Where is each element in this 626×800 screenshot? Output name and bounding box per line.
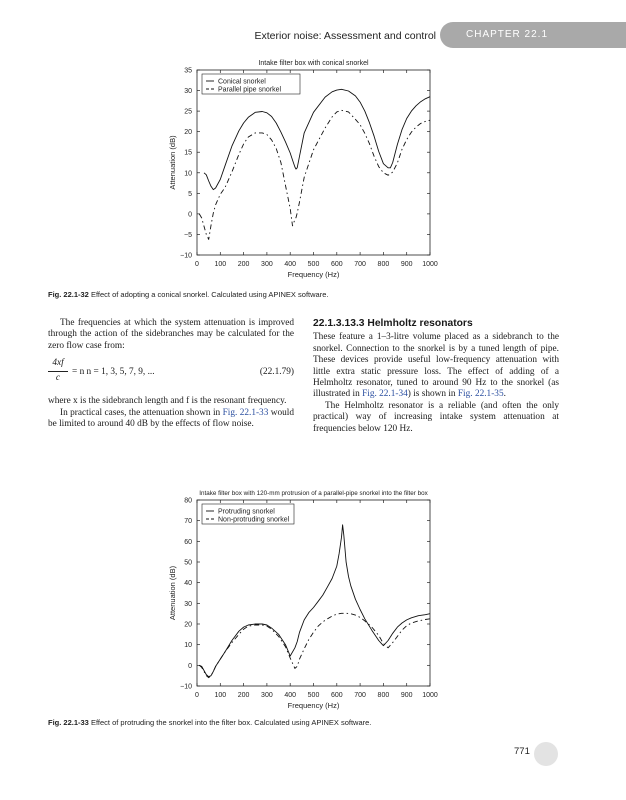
- figure-caption-text: Effect of protruding the snorkel into the filter box. Calculated using APINEX software.: [90, 718, 372, 727]
- x-tick-label: 0: [195, 692, 199, 699]
- y-tick-label: 10: [184, 170, 192, 178]
- legend-label: Parallel pipe snorkel: [218, 86, 282, 94]
- x-tick-label: 200: [237, 261, 250, 268]
- chart-protruding-snorkel: [0, 480, 626, 710]
- y-tick-label: −10: [180, 683, 192, 691]
- x-tick-label: 800: [377, 261, 390, 268]
- chart-conical-snorkel: [0, 55, 626, 285]
- x-tick-label: 0: [195, 261, 199, 268]
- y-tick-label: 70: [184, 518, 192, 526]
- equation-denominator: c: [55, 372, 61, 383]
- paragraph: where x is the sidebranch length and f is the resonant frequency.: [48, 396, 287, 407]
- x-tick-label: 700: [354, 261, 366, 268]
- plot-frame: [197, 70, 430, 255]
- y-tick-label: 5: [188, 190, 192, 198]
- y-tick-label: 60: [184, 538, 192, 546]
- series-line-1: [204, 86, 430, 189]
- figure-link[interactable]: Fig. 22.1-35: [457, 389, 504, 400]
- chart-title: Intake filter box with conical snorkel: [258, 60, 369, 67]
- equation-number: (22.1.79): [259, 367, 294, 378]
- legend-label: Conical snorkel: [218, 78, 266, 86]
- text-run: These feature a 1–3-litre volume placed as a sidebranch to the snorkel. Connection to the snorkel is by a tuned length of pipe. These devices provide useful low-frequency attenuation with little extra static pressure loss. The effect of adding of a Helmholtz resonator, tuned to around 90 Hz to the snorkel (as illustrated in: [313, 332, 559, 400]
- paragraph: The Helmholtz resonator is a reliable (and often the only practical) way of increasing intake system attenuation at frequencies below 120 Hz.: [313, 400, 559, 434]
- x-tick-label: 700: [354, 692, 366, 699]
- x-tick-label: 100: [214, 261, 227, 268]
- y-tick-label: 15: [184, 149, 192, 157]
- chart-title: Intake filter box with 120-mm protrusion of a parallel-pipe snorkel into the filter box: [199, 490, 428, 497]
- text-run: ) is shown in: [407, 389, 458, 400]
- text-run: In practical cases, the attenuation shown in: [60, 407, 223, 418]
- plot-frame: [197, 500, 430, 686]
- y-tick-label: 50: [184, 559, 192, 567]
- y-tick-label: 35: [184, 67, 192, 75]
- y-tick-label: 40: [184, 580, 192, 588]
- x-tick-label: 100: [214, 692, 227, 699]
- x-tick-label: 400: [284, 261, 297, 268]
- paragraph: [313, 332, 559, 400]
- y-axis-label: Attenuation (dB): [168, 135, 177, 190]
- x-tick-label: 1000: [422, 692, 438, 699]
- y-tick-label: 30: [184, 600, 192, 608]
- figure-label: Fig. 22.1-32: [48, 290, 89, 299]
- x-tick-label: 900: [400, 692, 413, 699]
- text-run: would be limited to around 40 dB by the effects of flow noise.: [48, 407, 294, 430]
- y-axis-label: Attenuation (dB): [168, 565, 177, 621]
- section-heading: 22.1.3.13.3 Helmholtz resonators: [313, 318, 473, 329]
- equation-numerator: 4xf: [48, 358, 68, 371]
- series-line-2: [199, 613, 430, 677]
- legend-label: Non-protruding snorkel: [218, 516, 290, 524]
- page-number: 771: [514, 746, 530, 757]
- x-tick-label: 600: [330, 261, 343, 268]
- text-run: .: [503, 389, 506, 400]
- x-axis-label: Frequency (Hz): [287, 701, 340, 710]
- figure-link[interactable]: Fig. 22.1-33: [222, 407, 269, 418]
- x-tick-label: 800: [377, 692, 390, 699]
- equation-fraction: [48, 358, 68, 384]
- y-tick-label: 80: [184, 497, 192, 505]
- x-tick-label: 900: [400, 261, 413, 268]
- figure-caption-2: [48, 718, 371, 727]
- y-tick-label: 25: [184, 108, 192, 116]
- figure-caption-1: [48, 290, 328, 299]
- x-tick-label: 200: [237, 692, 250, 699]
- x-tick-label: 300: [261, 692, 273, 699]
- y-tick-label: 20: [184, 129, 192, 137]
- y-tick-label: −5: [184, 231, 192, 239]
- left-column: [48, 318, 294, 430]
- y-tick-label: 0: [188, 662, 192, 670]
- equation-rhs: = n n = 1, 3, 5, 7, 9, ...: [72, 367, 155, 378]
- series-line-1: [199, 525, 430, 677]
- y-tick-label: 0: [188, 211, 192, 219]
- y-tick-label: 10: [184, 642, 192, 650]
- chapter-tab: [440, 22, 626, 48]
- x-tick-label: 500: [307, 261, 320, 268]
- x-tick-label: 300: [261, 261, 273, 268]
- x-axis-label: Frequency (Hz): [287, 270, 340, 279]
- x-tick-label: 600: [330, 692, 343, 699]
- x-tick-label: 500: [307, 692, 320, 699]
- legend-label: Protruding snorkel: [218, 508, 275, 516]
- paragraph: [48, 408, 294, 431]
- y-tick-label: 30: [184, 88, 192, 96]
- paragraph: The frequencies at which the system attenuation is improved through the action of the sidebranches may be calculated for the zero flow case from:: [48, 318, 294, 351]
- figure-label: Fig. 22.1-33: [48, 718, 89, 727]
- figure-link[interactable]: Fig. 22.1-34: [362, 389, 408, 400]
- running-header-title: Exterior noise: Assessment and control: [254, 30, 436, 42]
- equation-22-1-79: [48, 358, 294, 392]
- y-tick-label: 20: [184, 621, 192, 629]
- y-tick-label: −10: [180, 252, 192, 260]
- chapter-label: CHAPTER 22.1: [466, 29, 549, 40]
- figure-caption-text: Effect of adopting a conical snorkel. Calculated using APINEX software.: [90, 290, 329, 299]
- right-column: [313, 318, 559, 435]
- page-number-badge: [534, 742, 558, 766]
- x-tick-label: 1000: [422, 261, 438, 268]
- x-tick-label: 400: [284, 692, 297, 699]
- series-line-2: [199, 110, 430, 239]
